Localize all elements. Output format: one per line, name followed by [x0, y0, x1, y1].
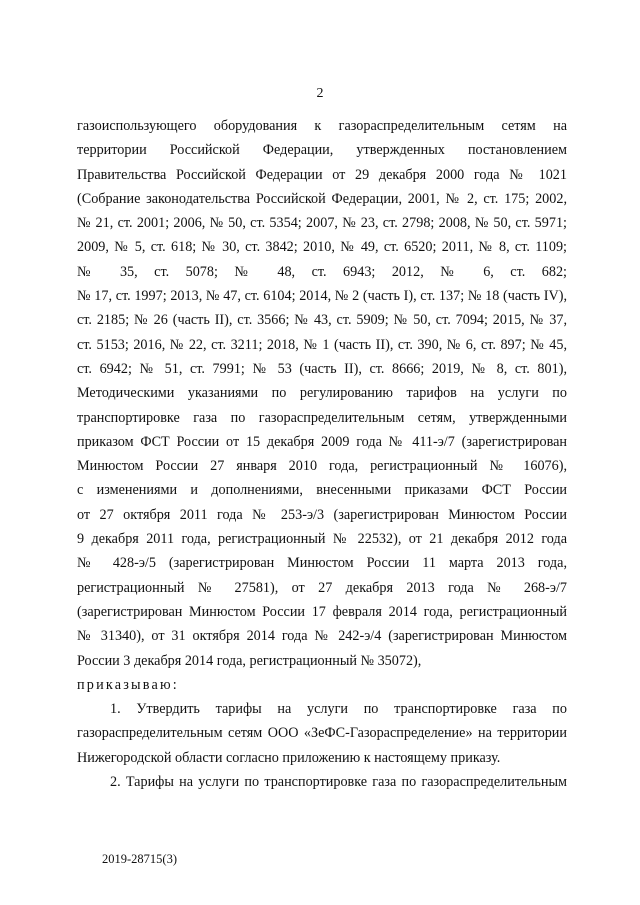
text-line: от 27 октября 2011 года № 253-э/3 (зарегистрирован Минюстом России	[77, 506, 567, 523]
page-number: 2	[316, 86, 324, 101]
text-line: ст. 5153; 2016, № 22, ст. 3211; 2018, № 1 (часть II), ст. 390, № 6, ст. 897; № 45,	[77, 336, 567, 353]
text-line: Минюстом России 27 января 2010 года, регистрационный № 16076),	[77, 458, 567, 475]
text-line: ст. 6942; № 51, ст. 7991; № 53 (часть II), ст. 8666; 2019, № 8, ст. 801),	[77, 360, 567, 377]
text-line: № 35, ст. 5078; № 48, ст. 6943; 2012, № 6, ст. 682;	[77, 263, 567, 280]
clause-2-line: 2. Тарифы на услуги по транспортировке газа по газораспределительным	[110, 774, 567, 791]
text-line: регистрационный № 27581), от 27 декабря 2013 года № 268-э/7	[77, 579, 567, 596]
text-line: транспортировке газа по газораспределительным сетям, утвержденными	[77, 409, 567, 426]
clause-1-line: Нижегородской области согласно приложению к настоящему приказу.	[77, 749, 501, 766]
text-line: № 17, ст. 1997; 2013, № 47, ст. 6104; 2014, № 2 (часть I), ст. 137; № 18 (часть IV),	[77, 288, 567, 305]
text-line: приказом ФСТ России от 15 декабря 2009 года № 411-э/7 (зарегистрирован	[77, 433, 567, 450]
text-line: (Собрание законодательства Российской Федерации, 2001, № 2, ст. 175; 2002,	[77, 190, 567, 207]
text-line: № 428-э/5 (зарегистрирован Минюстом России 11 марта 2013 года,	[77, 555, 567, 572]
text-line: № 21, ст. 2001; 2006, № 50, ст. 5354; 2007, № 23, ст. 2798; 2008, № 50, ст. 5971;	[77, 215, 567, 232]
text-line: 9 декабря 2011 года, регистрационный № 22532), от 21 декабря 2012 года	[77, 531, 567, 548]
document-code: 2019-28715(3)	[102, 852, 177, 866]
clause-1-line: 1. Утвердить тарифы на услуги по транспортировке газа по	[110, 701, 567, 718]
text-line: России 3 декабря 2014 года, регистрационный № 35072),	[77, 652, 422, 669]
text-line: ст. 2185; № 26 (часть II), ст. 3566; № 43, ст. 5909; № 50, ст. 7094; 2015, № 37,	[77, 312, 567, 329]
document-body	[77, 114, 567, 794]
text-line: Правительства Российской Федерации от 29 декабря 2000 года № 1021	[77, 166, 567, 183]
text-line: № 31340), от 31 октября 2014 года № 242-э/4 (зарегистрирован Минюстом	[77, 628, 567, 645]
order-heading: приказываю:	[77, 676, 179, 693]
text-line: газоиспользующего оборудования к газораспределительным сетям на	[77, 118, 567, 134]
text-line: территории Российской Федерации, утвержденных постановлением	[77, 142, 567, 159]
clause-1-line: газораспределительным сетям ООО «ЗеФС-Газораспределение» на территории	[77, 725, 567, 742]
text-line: 2009, № 5, ст. 618; № 30, ст. 3842; 2010, № 49, ст. 6520; 2011, № 8, ст. 1109;	[77, 239, 567, 256]
text-line: (зарегистрирован Минюстом России 17 февраля 2014 года, регистрационный	[77, 603, 567, 620]
text-line: с изменениями и дополнениями, внесенными приказами ФСТ России	[77, 482, 567, 499]
text-line: Методическими указаниями по регулированию тарифов на услуги по	[77, 385, 567, 402]
